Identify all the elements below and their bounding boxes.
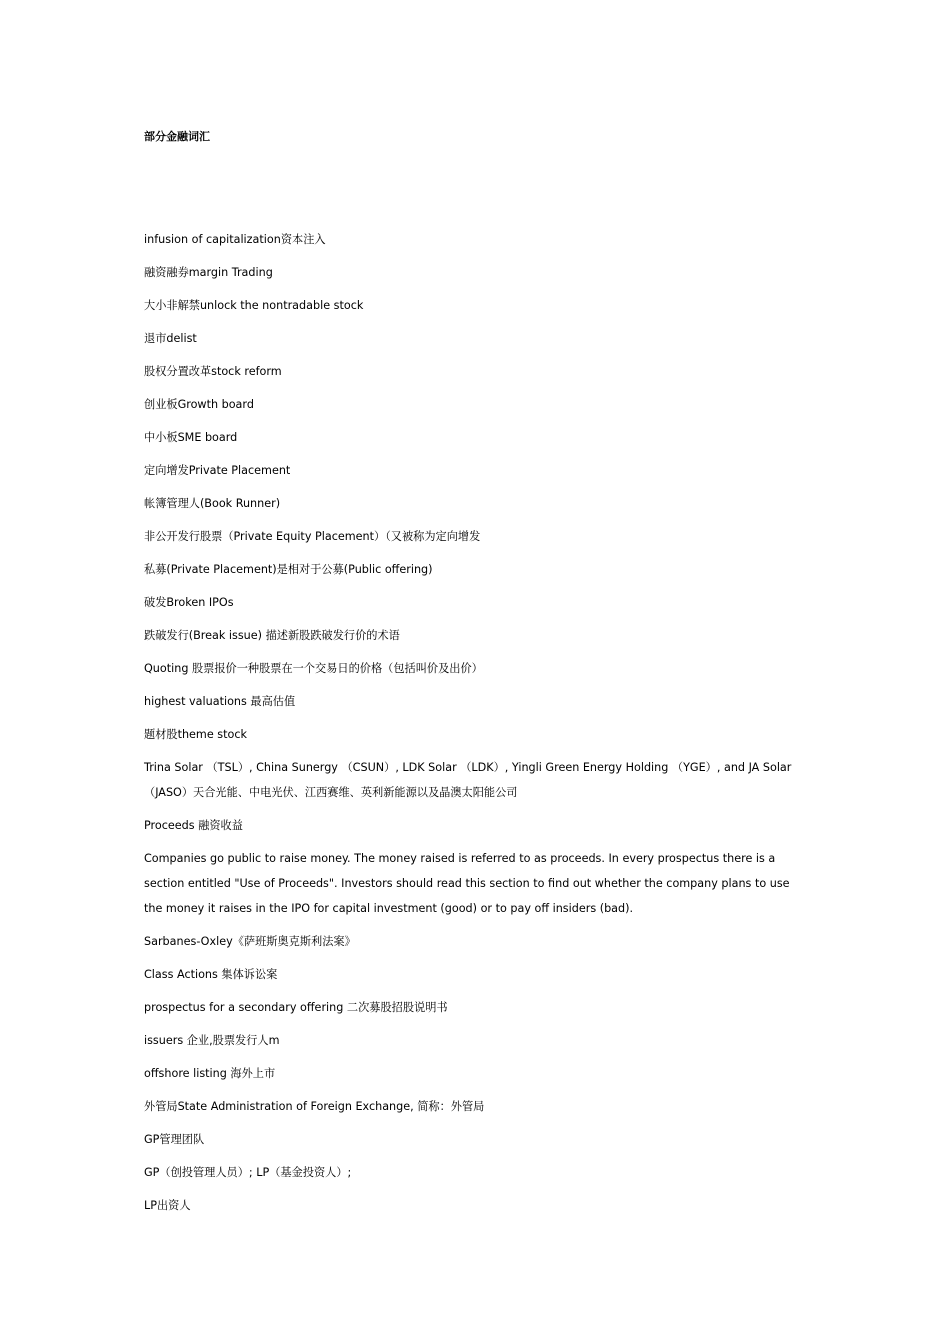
glossary-entry: Trina Solar （TSL）, China Sunergy （CSUN）, LDK Solar （LDK）, Yingli Green Energy Holding （YGE）, and JA Solar （JASO）天合光能、中电光伏、江西赛维、英利新能源以及晶澳太阳能公司: [144, 761, 795, 799]
glossary-entry: 股权分置改革stock reform: [144, 365, 282, 378]
glossary-entry: 破发Broken IPOs: [144, 596, 234, 609]
glossary-entry: 外管局State Administration of Foreign Exchange, 简称：外管局: [144, 1100, 485, 1113]
glossary-entry: GP（创投管理人员）; LP（基金投资人）;: [144, 1166, 352, 1179]
glossary-entry: prospectus for a secondary offering 二次募股招股说明书: [144, 1001, 448, 1014]
glossary-entry: highest valuations 最高估值: [144, 695, 296, 708]
glossary-entry: Sarbanes-Oxley《萨班斯奥克斯利法案》: [144, 935, 356, 948]
glossary-entry: 帐簿管理人(Book Runner): [144, 497, 281, 510]
glossary-entry: 定向增发Private Placement: [144, 464, 291, 477]
glossary-entry: 融资融券margin Trading: [144, 266, 273, 279]
glossary-entry: LP出资人: [144, 1199, 191, 1212]
glossary-entry: 退市delist: [144, 332, 197, 345]
glossary-entry: Proceeds 融资收益: [144, 819, 243, 832]
glossary-entry: GP管理团队: [144, 1133, 205, 1146]
document-title: 部分金融词汇: [144, 130, 210, 143]
glossary-entry: Class Actions 集体诉讼案: [144, 968, 278, 981]
glossary-entry: 创业板Growth board: [144, 398, 254, 411]
glossary-entry: Quoting 股票报价一种股票在一个交易日的价格（包括叫价及出价）: [144, 662, 483, 675]
glossary-entry: 跌破发行(Break issue) 描述新股跌破发行价的术语: [144, 629, 400, 642]
glossary-entry: 非公开发行股票（Private Equity Placement）（又被称为定向增发: [144, 530, 481, 543]
glossary-entry: offshore listing 海外上市: [144, 1067, 276, 1080]
glossary-entry: Companies go public to raise money. The money raised is referred to as proceeds. In every prospectus there is a section entitled "Use of Proceeds". Investors should read this section to find out whether the company plans to use the money it raises in the IPO for capital investment (good) or to pay off insiders (bad).: [144, 852, 794, 915]
glossary-entry: 题材股theme stock: [144, 728, 247, 741]
glossary-entry: 中小板SME board: [144, 431, 238, 444]
glossary-entry: 大小非解禁unlock the nontradable stock: [144, 299, 364, 312]
glossary-list: [144, 227, 799, 1226]
glossary-entry: 私募(Private Placement)是相对于公募(Public offering): [144, 563, 433, 576]
glossary-entry: issuers 企业,股票发行人m: [144, 1034, 280, 1047]
glossary-entry: infusion of capitalization资本注入: [144, 233, 326, 246]
